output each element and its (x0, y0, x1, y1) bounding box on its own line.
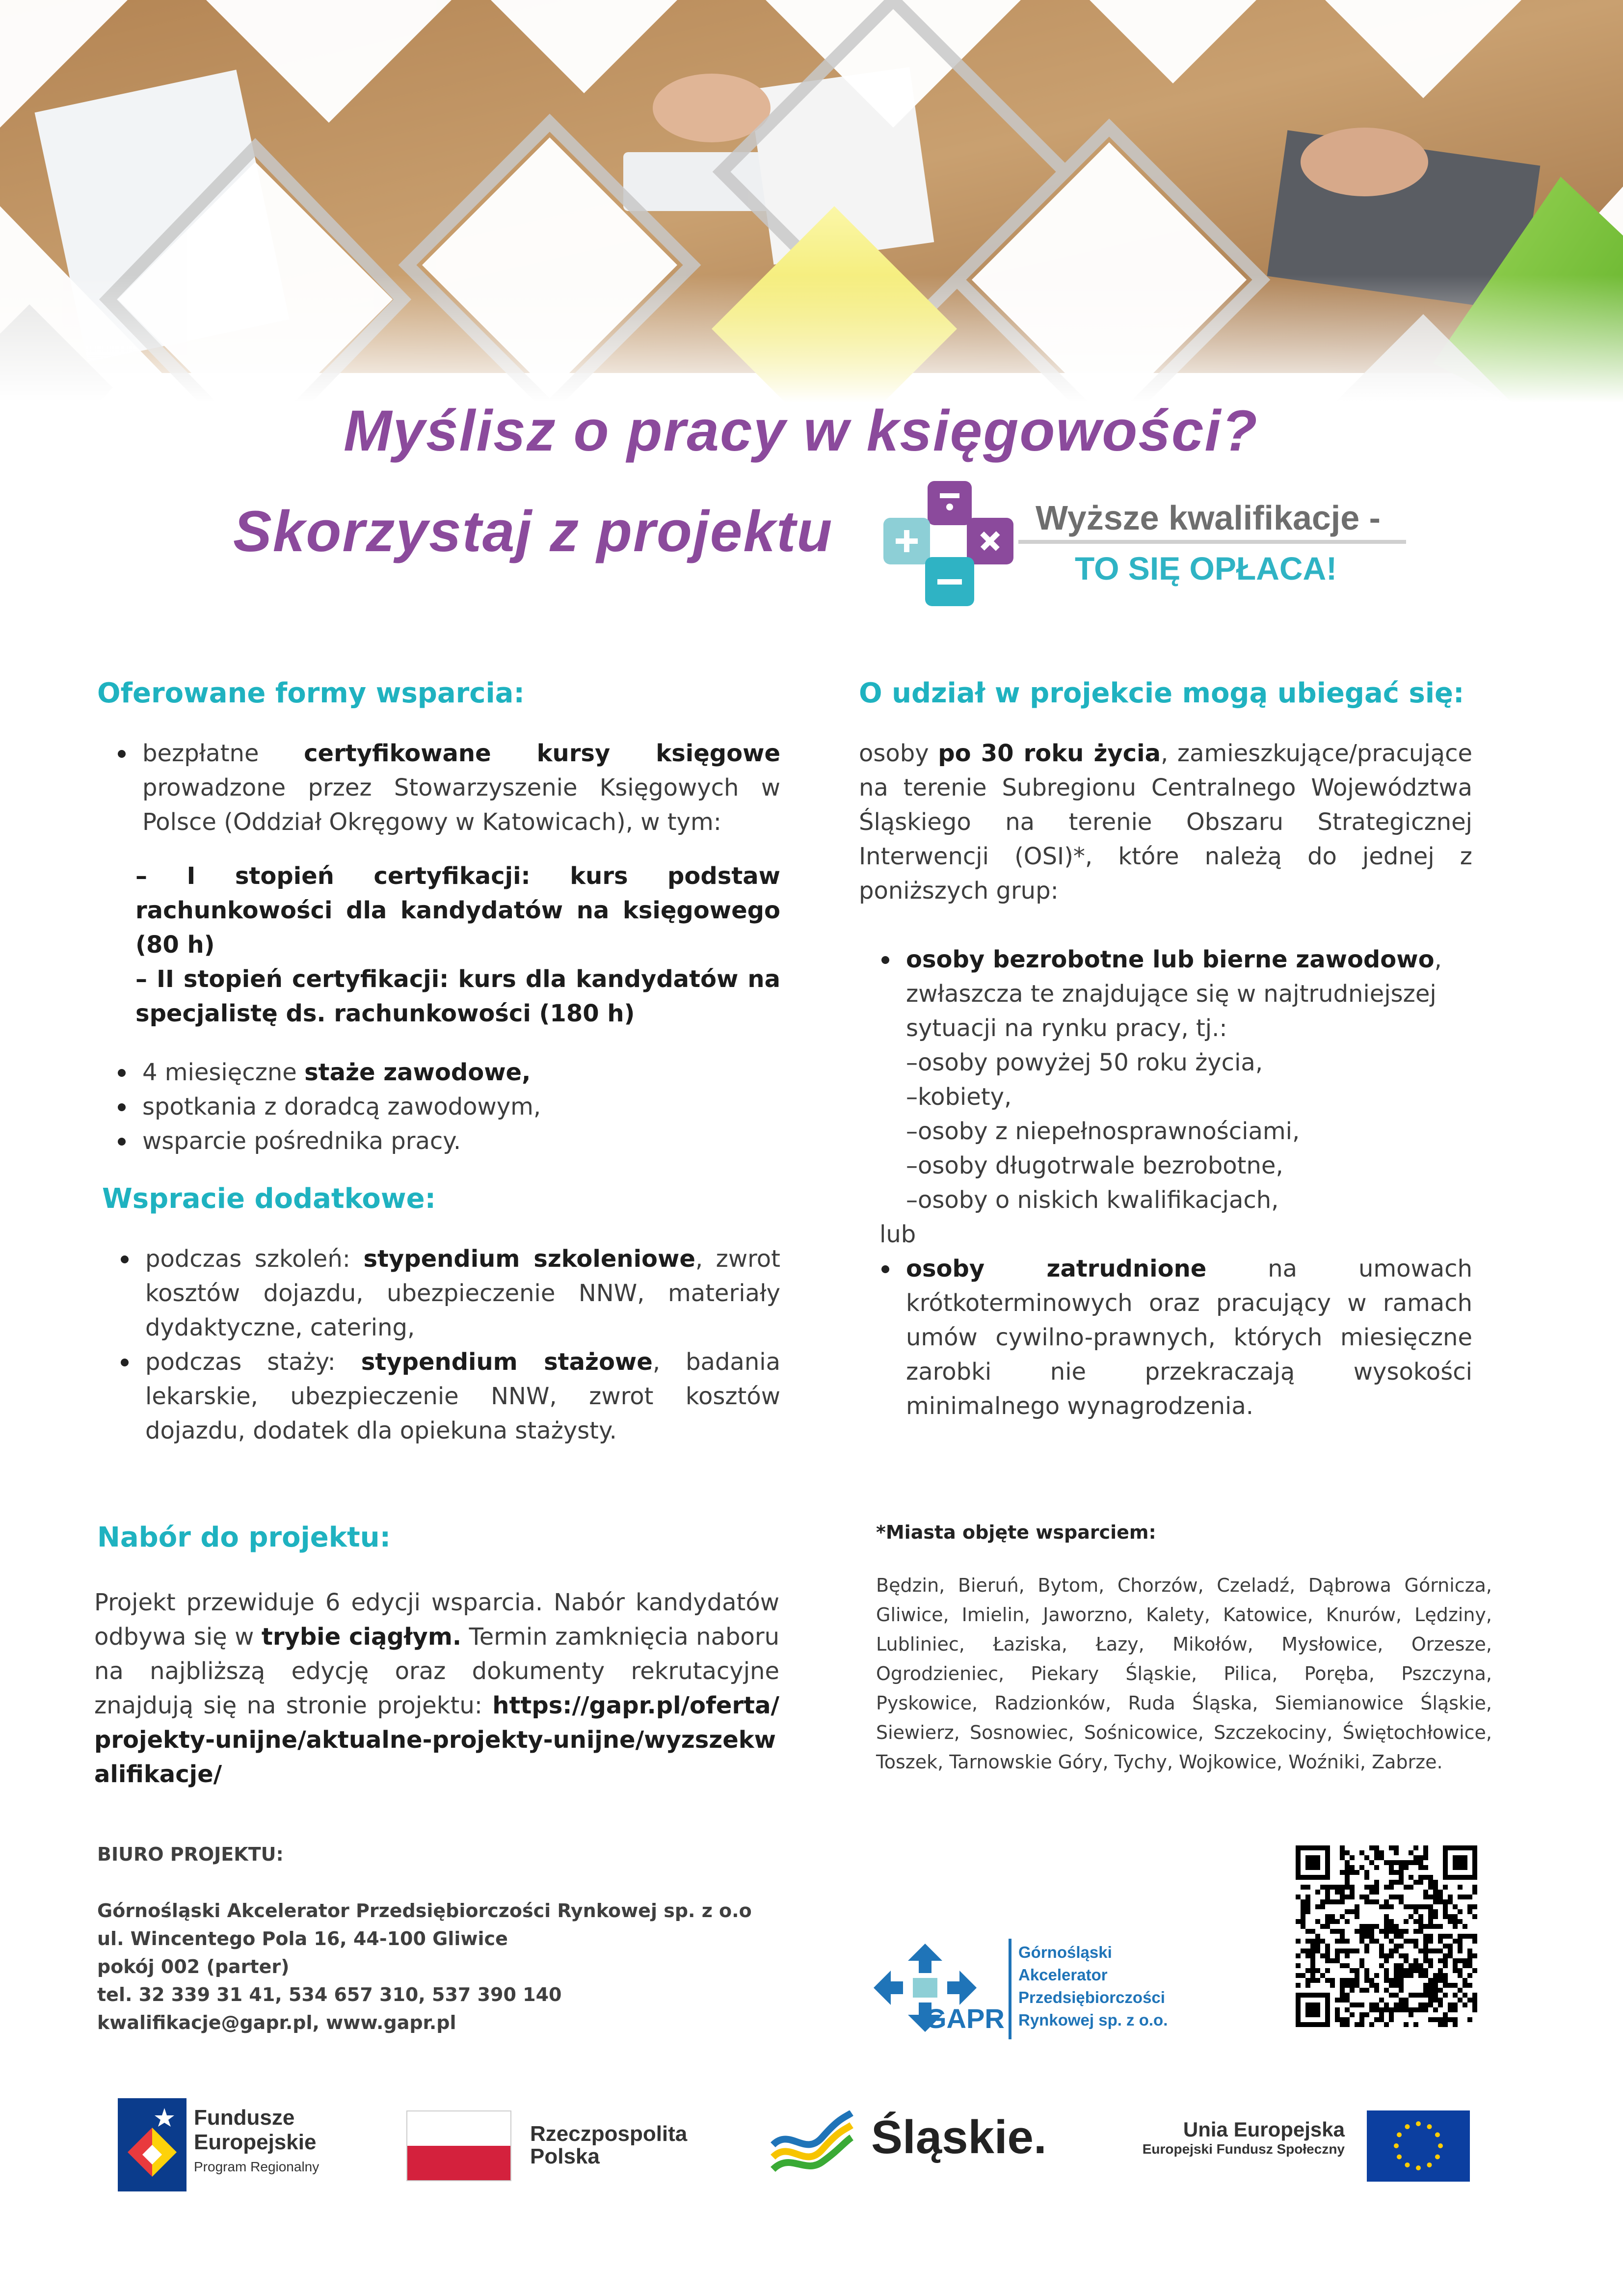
logo-divider (1018, 540, 1406, 544)
certification-level-1: – I stopień certyfikacji: kurs podstaw rachunkowości dla kandydatów na księgowego (80 h) (135, 862, 780, 959)
recruitment-text: Projekt przewiduje 6 edycji wsparcia. Nabór kandydatów odbywa się w trybie ciągłym. Termin zamknięcia naboru na najbliższą edycję oraz dokumenty rekrutacyjne znajdują się na stronie projektu: https://gapr.pl/oferta/projekty-unijne/aktualne-projekty-unijne/wyzszekwalifikacje/ (94, 1589, 780, 1788)
ue-line1: Unia Europejska (1183, 2118, 1345, 2141)
cities-list: Będzin, Bieruń, Bytom, Chorzów, Czeladź, Dąbrowa Górnicza, Gliwice, Imielin, Jaworzno, Kalety, Katowice, Knurów, Lędziny, Lubliniec, Łaziska, Łazy, Mikołów, Mysłowice, Orzesze, Ogrodzieniec, Piekary Śląskie, Pilica, Poręba, Pszczyna, Pyskowice, Radzionków, Ruda Śląska, Siemianowice Śląskie, Siewierz, Sosnowiec, Sośnicowice, Szczekociny, Świętochłowice, Toszek, Tarnowskie Góry, Tychy, Wojkowice, Woźniki, Zabrze. (876, 1575, 1492, 1773)
gapr-name-line1: Górnośląski (1018, 1943, 1112, 1961)
extra-item-internship: podczas staży: stypendium stażowe, badania lekarskie, ubezpieczenie NNW, zwrot kosztów dojazdu, dodatek dla opiekuna stażysty. (116, 1345, 780, 1448)
gapr-name-line4: Rynkowej sp. z o.o. (1018, 2011, 1168, 2029)
support-item-courses: bezpłatne certyfikowane kursy księgowe prowadzone przez Stowarzyszenie Księgowych w Polsce (Oddział Okręgowy w Katowicach), w tym: (113, 736, 780, 839)
headline-call-to-action: Skorzystaj z projektu (233, 499, 833, 564)
eligibility-section (859, 736, 1472, 1423)
rp-logo-text (530, 2123, 687, 2168)
support-item-counselor: spotkania z doradcą zawodowym, (113, 1090, 780, 1124)
office-phone: tel. 32 339 31 41, 534 657 310, 537 390 140 (97, 1984, 562, 2005)
polish-flag-icon (406, 2110, 511, 2181)
support-heading: Oferowane formy wsparcia: (97, 677, 525, 709)
office-street: ul. Wincentego Pola 16, 44-100 Gliwice (97, 1928, 508, 1949)
slaskie-logo-text: Śląskie. (871, 2111, 1047, 2163)
sub-item-long-term: –osoby długotrwale bezrobotne, (906, 1152, 1283, 1179)
office-heading: BIURO PROJEKTU: (97, 1843, 284, 1865)
math-symbols-icon (881, 479, 1018, 611)
or-label: lub (879, 1221, 916, 1248)
project-url-link[interactable]: https://gapr.pl/oferta/projekty-unijne/aktualne-projekty-unijne/wyzszekwalifikacje/ (94, 1692, 779, 1788)
sub-item-women: –kobiety, (906, 1083, 1012, 1111)
eligibility-heading: O udział w projekcie mogą ubiegać się: (859, 677, 1464, 709)
gapr-name (1018, 1941, 1168, 2031)
project-logo-subtitle: TO SIĘ OPŁACA! (1075, 550, 1337, 587)
sub-item-low-qualified: –osoby o niskich kwalifikacjach, (906, 1186, 1279, 1214)
office-address (97, 1897, 833, 2037)
ue-line2: Europejski Fundusz Społeczny (1142, 2141, 1345, 2157)
fe-line1: Fundusze (194, 2106, 295, 2130)
extra-support-heading: Wspracie dodatkowe: (102, 1183, 436, 1215)
gapr-divider (1009, 1939, 1011, 2039)
qr-code[interactable] (1296, 1845, 1477, 2027)
fe-line3: Program Regionalny (194, 2159, 319, 2174)
slaskie-wave-icon (771, 2110, 854, 2174)
sub-item-over-50: –osoby powyżej 50 roku życia, (906, 1049, 1263, 1076)
support-item-job-agent: wsparcie pośrednika pracy. (113, 1124, 780, 1158)
extra-support-section (116, 1242, 780, 1448)
headline-question: Myślisz o pracy w księgowości? (344, 399, 1258, 463)
sub-item-disabled: –osoby z niepełnosprawnościami, (906, 1118, 1300, 1145)
recruitment-heading: Nabór do projektu: (97, 1522, 391, 1553)
fe-logo-text (194, 2106, 319, 2179)
eu-flag-icon (1367, 2110, 1470, 2182)
rp-line2: Polska (530, 2144, 600, 2168)
office-room: pokój 002 (parter) (97, 1956, 290, 1977)
group-unemployed: osoby bezrobotne lub bierne zawodowo, zwłaszcza te znajdujące się w najtrudniejszej sytuacji na rynku pracy, tj.: –osoby powyżej 50 roku życia, –kobiety, –osoby z niepełnosprawnościami, –osoby długotrwale bezrobotne, –osoby o niskich kwalifikacjach, (877, 942, 1472, 1217)
support-item-internships: 4 miesięczne staże zawodowe, (113, 1055, 780, 1090)
gapr-name-line3: Przedsiębiorczości (1018, 1988, 1165, 2006)
fundusze-europejskie-logo-icon (118, 2098, 186, 2191)
rp-line1: Rzeczpospolita (530, 2122, 688, 2146)
office-company: Górnośląski Akcelerator Przedsiębiorczości Rynkowej sp. z o.o (97, 1900, 752, 1922)
group-employed: osoby zatrudnione na umowach krótkoterminowych oraz pracujący w ramach umów cywilno-prawnych, których miesięczne zarobki nie przekraczają wysokości minimalnego wynagrodzenia. (877, 1252, 1472, 1423)
eligibility-intro: osoby po 30 roku życia, zamieszkujące/pracujące na terenie Subregionu Centralnego Województwa Śląskiego na terenie Obszaru Strategicznej Interwencji (OSI)*, które należą do jednej z poniższych grup: (859, 740, 1473, 905)
gapr-abbr: GAPR (925, 2003, 1005, 2034)
fe-line2: Europejskie (194, 2130, 317, 2154)
certification-level-2: – II stopień certyfikacji: kurs dla kandydatów na specjalistę ds. rachunkowości (180 h) (135, 965, 780, 1027)
gapr-name-line2: Akcelerator (1018, 1966, 1108, 1984)
extra-item-training: podczas szkoleń: stypendium szkoleniowe, zwrot kosztów dojazdu, ubezpieczenie NNW, materiały dydaktyczne, catering, (116, 1242, 780, 1345)
cities-heading: *Miasta objęte wsparciem: (876, 1522, 1156, 1543)
ue-logo-text (1129, 2118, 1345, 2157)
office-contact[interactable]: kwalifikacje@gapr.pl, www.gapr.pl (97, 2012, 456, 2033)
project-logo-title: Wyższe kwalifikacje - (1036, 499, 1381, 537)
support-section (113, 736, 780, 1158)
